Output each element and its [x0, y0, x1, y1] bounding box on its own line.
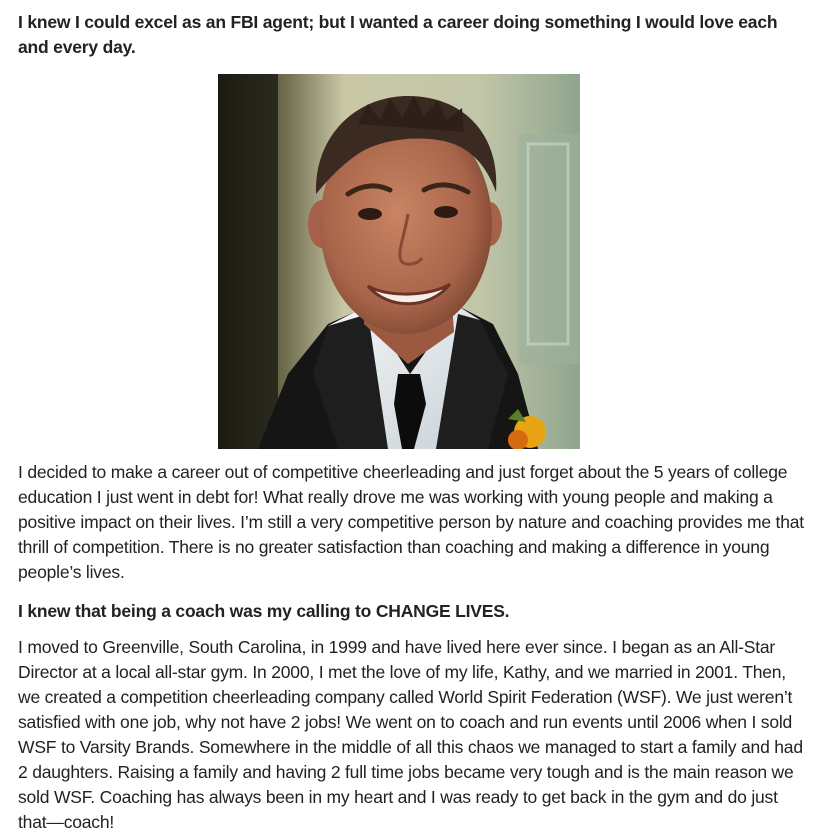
article-content — [18, 10, 808, 835]
section-heading: I knew that being a coach was my calling to CHANGE LIVES. — [18, 601, 510, 621]
body-paragraph-2: I moved to Greenville, South Carolina, in 1999 and have lived here ever since. I began as an All-Star Director at a local all-star gym. In 2000, I met the love of my life, Kathy, and we married in 2001. Then, we created a competition cheerleading company called World Spirit Federation (WSF). We just weren’t satisfied with one job, why not have 2 jobs! We went on to coach and run events until 2006 when I sold WSF to Varsity Brands. Somewhere in the middle of all this chaos we managed to start a family and had 2 daughters. Raising a family and having 2 full time jobs became very tough and is the main reason we sold WSF. Coaching has always been in my heart and I was ready to get back in the gym and do just that—coach! — [18, 637, 803, 832]
portrait-illustration — [218, 74, 580, 449]
portrait-photo — [218, 74, 580, 449]
body-paragraph-1: I decided to make a career out of competitive cheerleading and just forget about the 5 years of college education I just went in debt for! What really drove me was working with young people and making a positive impact on their lives. I’m still a very competitive person by nature and coaching provides me that thrill of competition. There is no greater satisfaction than coaching and making a difference in young people’s lives. — [18, 462, 804, 582]
intro-text: I knew I could excel as an FBI agent; but I wanted a career doing something I would love each and every day. — [18, 12, 778, 57]
